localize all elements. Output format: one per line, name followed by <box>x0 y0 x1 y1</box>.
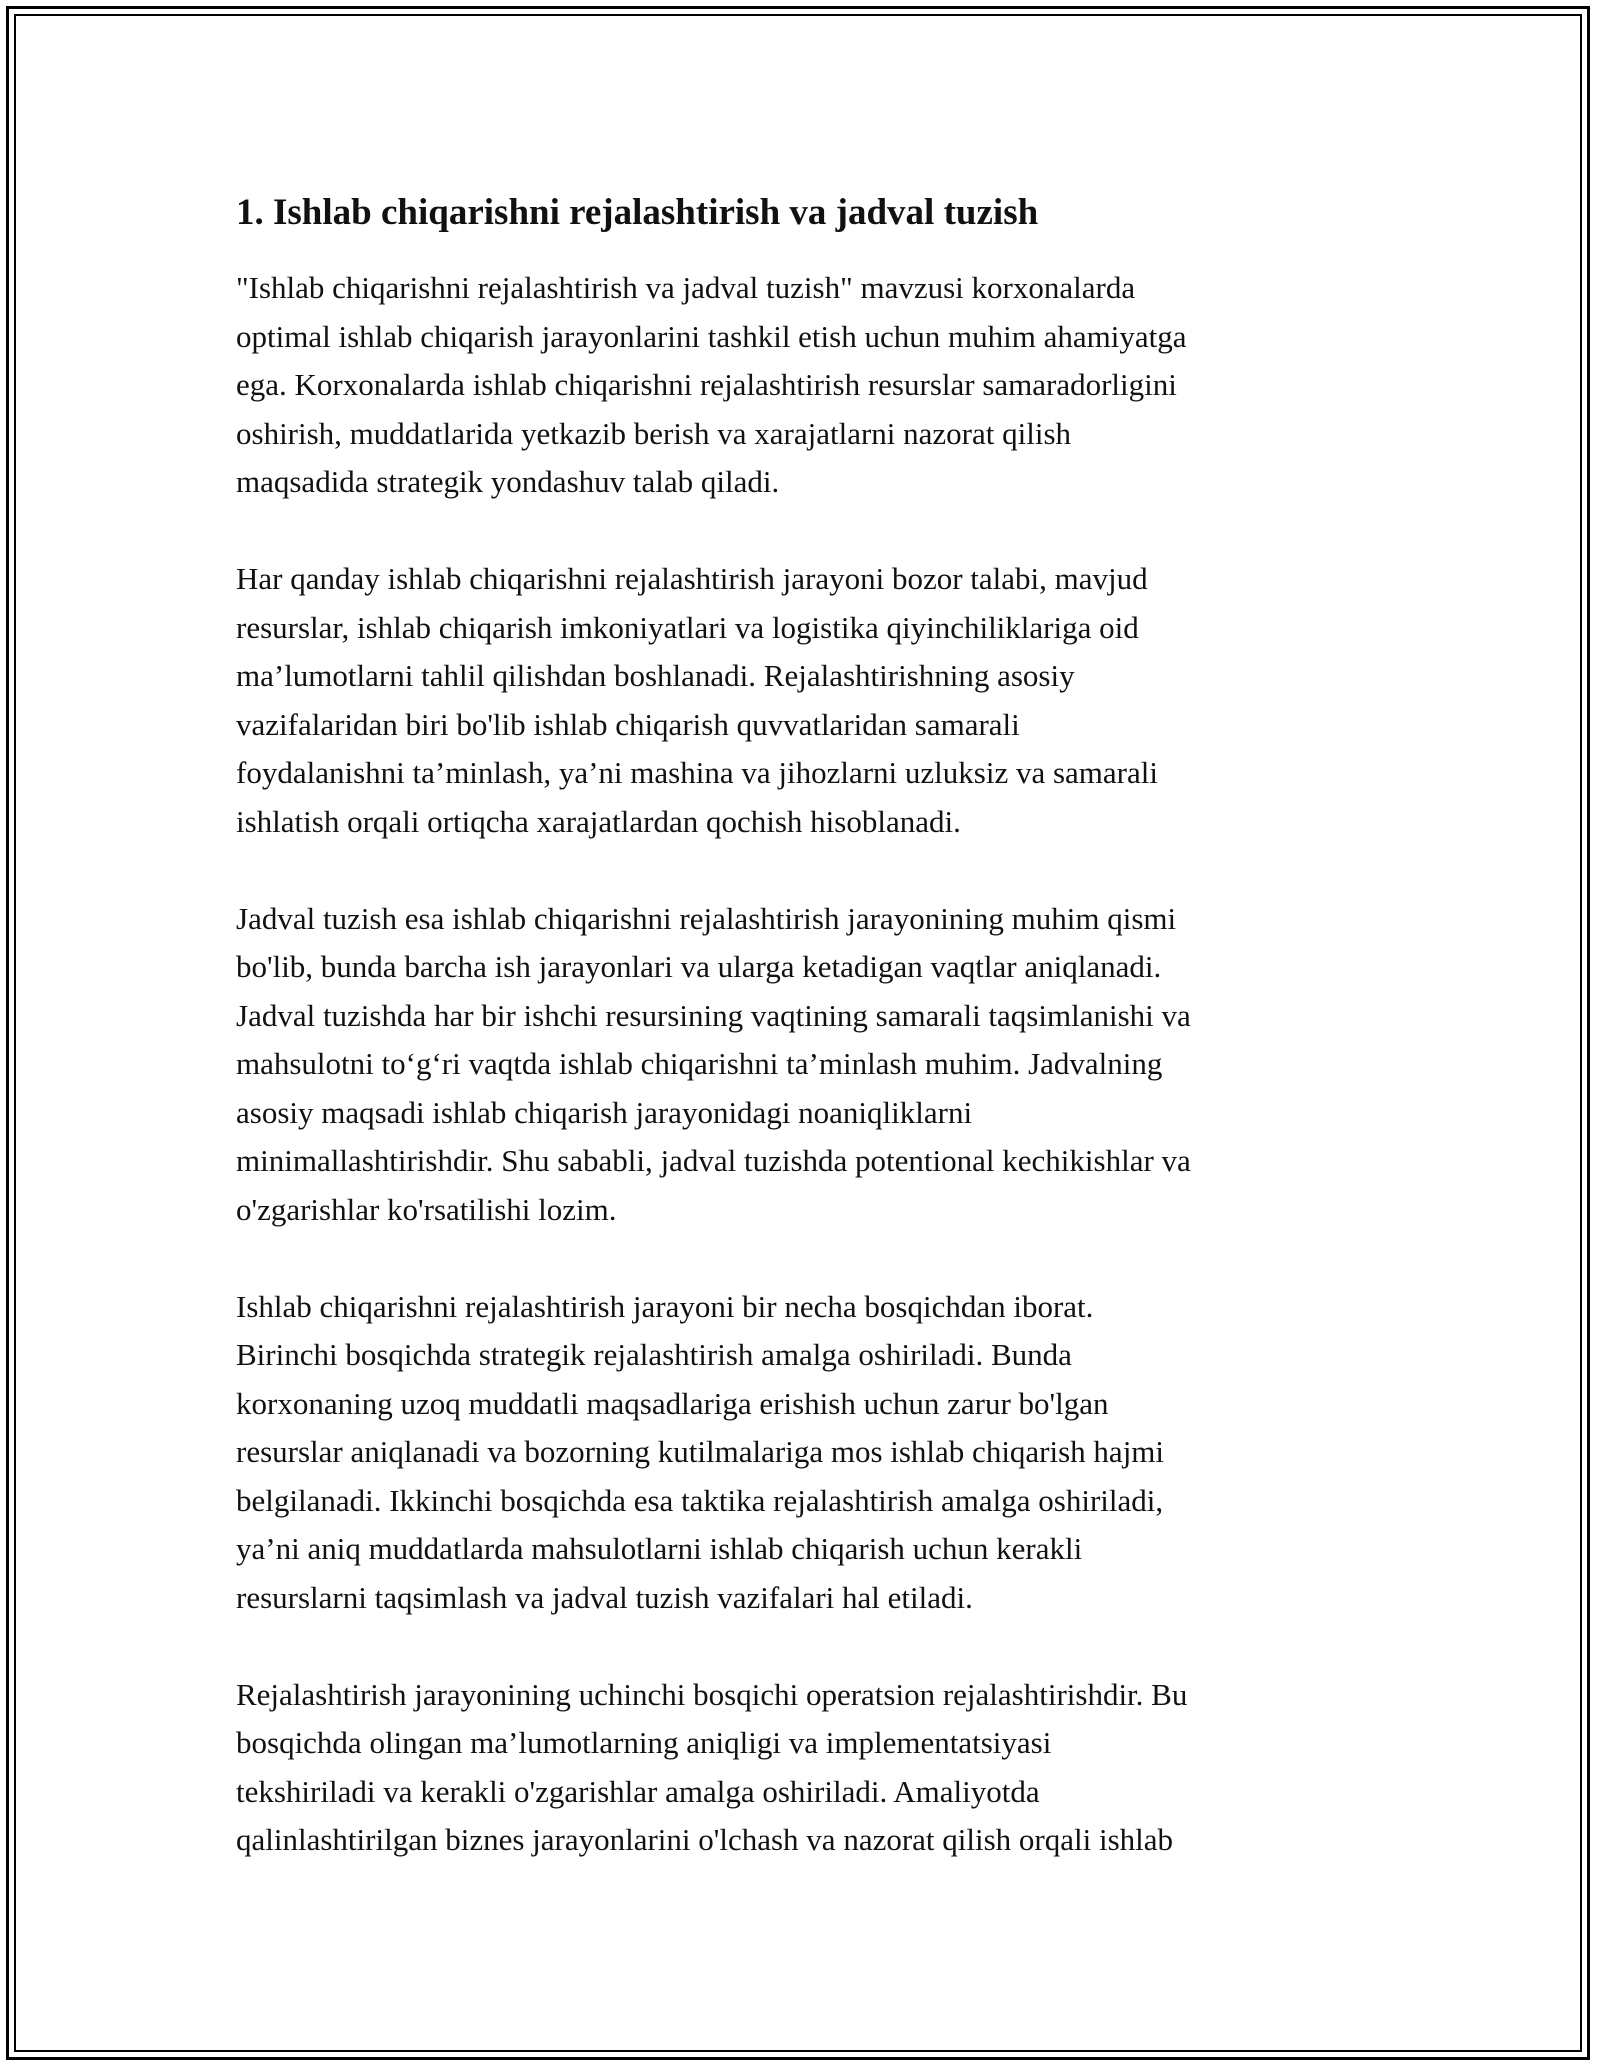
paragraph-1: "Ishlab chiqarishni rejalashtirish va jadval tuzish" mavzusi korxonalarda optimal ishlab chiqarish jarayonlarini tashkil etish uchun muhim ahamiyatga ega. Korxonalarda ishlab chiqarishni rejalashtirish resurslar samaradorligini oshirish, muddatlarida yetkazib berish va xarajatlarni nazorat qilish maqsadida strategik yondashuv talab qiladi. <box>236 270 1187 499</box>
paragraph-2: Har qanday ishlab chiqarishni rejalashtirish jarayoni bozor talabi, mavjud resurslar, ishlab chiqarish imkoniyatlari va logistika qiyinchiliklariga oid ma’lumotlarni tahlil qilishdan boshlanadi. Rejalashtirishning asosiy vazifalaridan biri bo'lib ishlab chiqarish quvvatlaridan samarali foydalanishni ta’minlash, ya’ni mashina va jihozlarni uzluksiz va samarali ishlatish orqali ortiqcha xarajatlardan qochish hisoblanadi. <box>236 561 1158 839</box>
document-body <box>236 186 1376 1913</box>
paragraph-5: Rejalashtirish jarayonining uchinchi bosqichi operatsion rejalashtirishdir. Bu bosqichda olingan ma’lumotlarning aniqligi va implementatsiyasi tekshiriladi va kerakli o'zgarishlar amalga oshiriladi. Amaliyotda qalinlashtirilgan biznes jarayonlarini o'lchash va nazorat qilish orqali ishlab <box>236 1676 1188 1857</box>
paragraph-4: Ishlab chiqarishni rejalashtirish jarayoni bir necha bosqichdan iborat. Birinchi bosqichda strategik rejalashtirish amalga oshiriladi. Bunda korxonaning uzoq muddatli maqsadlariga erishish uchun zarur bo'lgan resurslar aniqlanadi va bozorning kutilmalariga mos ishlab chiqarish hajmi belgilanadi. Ikkinchi bosqichda esa taktika rejalashtirish amalga oshiriladi, ya’ni aniq muddatlarda mahsulotlarni ishlab chiqarish uchun kerakli resurslarni taqsimlash va jadval tuzish vazifalari hal etiladi. <box>236 1288 1165 1615</box>
paragraph-3: Jadval tuzish esa ishlab chiqarishni rejalashtirish jarayonining muhim qismi bo'lib, bunda barcha ish jarayonlari va ularga ketadigan vaqtlar aniqlanadi. Jadval tuzishda har bir ishchi resursining vaqtining samarali taqsimlanishi va mahsulotni to‘g‘ri vaqtda ishlab chiqarishni ta’minlash muhim. Jadvalning asosiy maqsadi ishlab chiqarish jarayonidagi noaniqliklarni minimallashtirishdir. Shu sababli, jadval tuzishda potentional kechikishlar va o'zgarishlar ko'rsatilishi lozim. <box>236 900 1191 1227</box>
section-heading: 1. Ishlab chiqarishni rejalashtirish va jadval tuzish <box>236 192 1039 233</box>
